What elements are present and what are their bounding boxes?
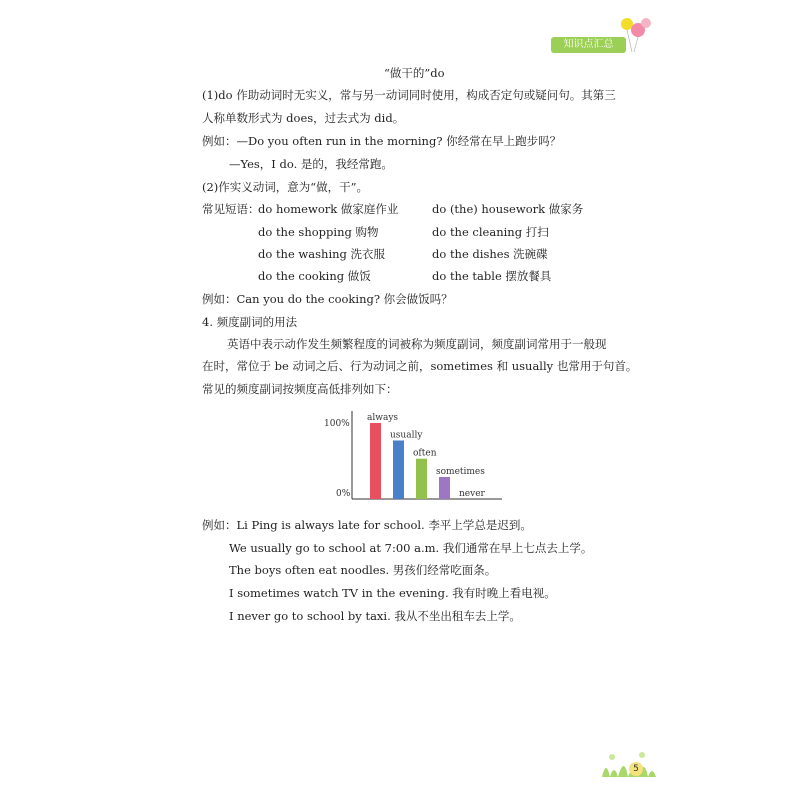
phrase-item: do the table 摆放餐具 [432,269,552,283]
balloons-icon [618,14,652,54]
phrase-item: do homework 做家庭作业 [258,202,399,216]
example-line: I sometimes watch TV in the evening. 我有时晚上看电视。 [229,586,556,600]
section-heading: 4. 频度副词的用法 [202,315,298,329]
bar-usually [393,440,404,499]
phrase-item: do the cooking 做饭 [258,269,371,283]
bar-label-never: never [459,489,485,499]
example-answer: —Yes，I do. 是的，我经常跑。 [229,157,393,171]
bar-label-sometimes: sometimes [436,466,485,477]
paragraph-line: 人称单数形式为 does，过去式为 did。 [202,111,405,125]
paragraph-line: 常见的频度副词按频度高低排列如下： [202,382,398,396]
example-line: 例如：Li Ping is always late for school. 李平上学总是迟到。 [202,518,532,532]
section-badge: 知识点汇总 [551,37,626,53]
paragraph-line: (1)do 作助动词时无实义，常与另一动词同时使用，构成否定句或疑问句。其第三 [202,88,616,102]
page-number: 5 [629,762,643,776]
y-tick-label-bottom: 0% [336,489,351,499]
section-title: “做干的”do [384,66,445,80]
phrase-item: do the shopping 购物 [258,225,379,239]
phrase-item: do (the) housework 做家务 [432,202,584,216]
bar-always [370,423,381,499]
phrase-item: do the washing 洗衣服 [258,247,386,261]
example-question: 例如：—Do you often run in the morning? 你经常在早上跑步吗？ [202,134,562,148]
paragraph-line: (2)作实义动词，意为“做，干”。 [202,180,369,194]
paragraph-line: 英语中表示动作发生频繁程度的词被称为频度副词，频度副词常用于一般现 [227,337,607,351]
phrase-item: do the cleaning 打扫 [432,225,549,239]
bar-label-always: always [367,413,399,423]
bar-often [416,459,427,499]
bar-label-usually: usually [390,430,423,441]
example-line: The boys often eat noodles. 男孩们经常吃面条。 [229,563,497,577]
example-line: 例如：Can you do the cooking? 你会做饭吗？ [202,292,453,306]
phrases-label: 常见短语： [202,202,260,216]
grass-decoration-icon [598,745,658,779]
phrase-item: do the dishes 洗碗碟 [432,247,548,261]
example-line: We usually go to school at 7:00 a.m. 我们通常在早上七点去上学。 [229,541,593,555]
bar-label-often: often [413,448,437,459]
bar-sometimes [439,477,450,499]
y-tick-label-top: 100% [324,419,350,429]
frequency-chart [322,406,512,506]
example-line: I never go to school by taxi. 我从不坐出租车去上学。 [229,609,521,623]
paragraph-line: 在时，常位于 be 动词之后、行为动词之前，sometimes 和 usually 也常用于句首。 [202,359,638,373]
